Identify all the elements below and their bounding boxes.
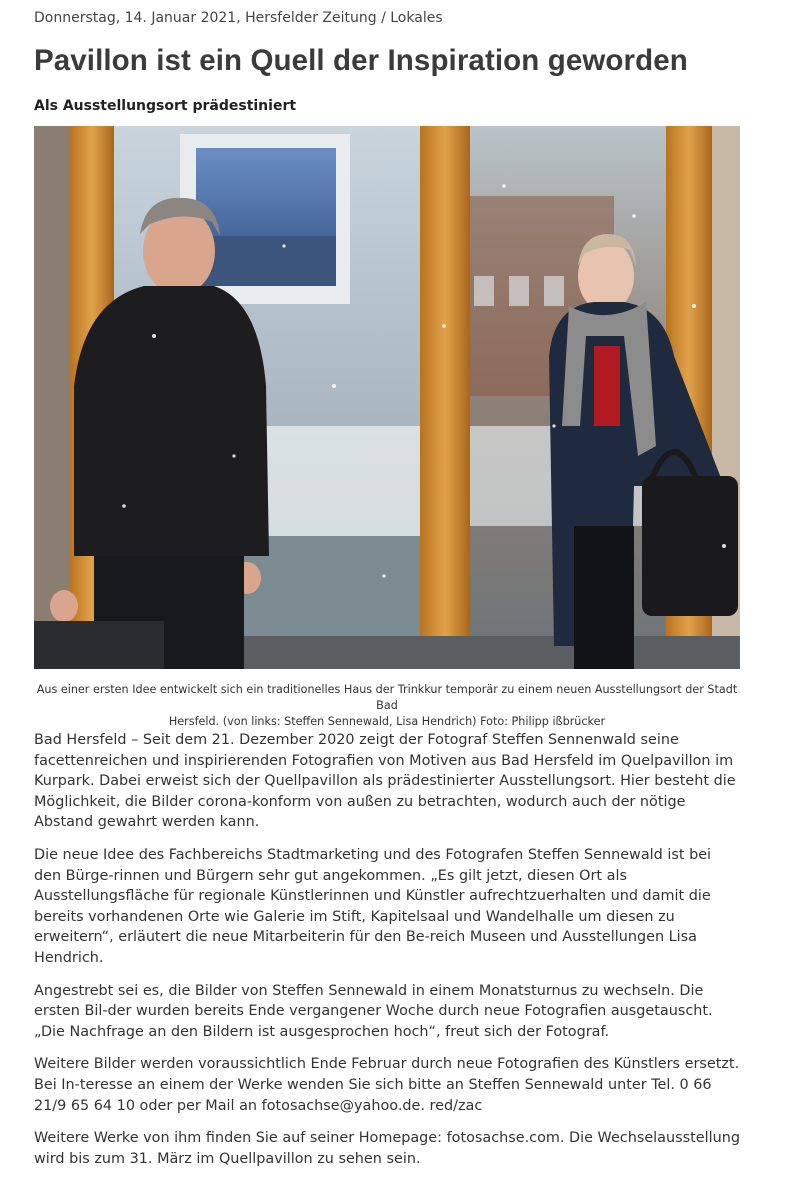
article-paragraph-3: Angestrebt sei es, die Bilder von Steffen Sennewald in einem Monatsturnus zu wechseln. Die ersten Bil-der wurden bereits Ende vergangener Woche durch neue Fotografien ausgetauscht. „Die Nachfrage an den Bildern ist ausgesprochen hoch“, freut sich der Fotograf. [34, 982, 713, 1040]
photo-caption [34, 682, 740, 730]
article-headline: Pavillon ist ein Quell der Inspiration geworden [34, 44, 688, 77]
article-meta: Donnerstag, 14. Januar 2021, Hersfelder Zeitung / Lokales [34, 10, 443, 26]
photo-caption-line-2: Hersfeld. (von links: Steffen Sennewald, Lisa Hendrich) Foto: Philipp ißbrücker [168, 715, 606, 728]
article-paragraph-1: Bad Hersfeld – Seit dem 21. Dezember 2020 zeigt der Fotograf Steffen Sennenwald seine facettenreichen und inspirierenden Fotografien von Motiven aus Bad Hersfeld im Quelpavillon im Kurpark. Dabei erweist sich der Quellpavillon als prädestinierter Ausstellungsort. Hier besteht die Möglichkeit, die Bilder corona-konform von außen zu betrachten, wodurch auch der nötige Abstand gewahrt werden kann. [34, 732, 736, 831]
article-paragraph-2: Die neue Idee des Fachbereichs Stadtmarketing und des Fotografen Steffen Sennewald ist bei den Bürge-rinnen und Bürgern sehr gut angekommen. „Es gilt jetzt, diesen Ort als Ausstellungsfläche für regionale Künstlerinnen und Künstler aufrechtzuerhalten und damit die bereits vorhandenen Orte wie Galerie im Stift, Kapitelsaal und Wandelhalle um diesen zu erweitern“, erläutert die neue Mitarbeiterin für den Be-reich Museen und Ausstellungen Lisa Hendrich. [34, 846, 712, 966]
article-body [34, 730, 740, 1181]
article-subheadline: Als Ausstellungsort prädestiniert [34, 98, 297, 114]
article-photo [34, 126, 740, 669]
article-paragraph-4: Weitere Bilder werden voraussichtlich Ende Februar durch neue Fotografien des Künstlers ersetzt. Bei In-teresse an einem der Werke wenden Sie sich bitte an Steffen Sennewald unter Tel. 0 66 21/9 65 64 10 oder per Mail an fotosachse@yahoo.de. red/zac [34, 1056, 740, 1114]
photo-caption-line-1: Aus einer ersten Idee entwickelt sich ein traditionelles Haus der Trinkkur temporär zu einem neuen Ausstellungsort der Stadt Bad [36, 683, 738, 712]
article-paragraph-5: Weitere Werke von ihm finden Sie auf seiner Homepage: fotosachse.com. Die Wechselausstellung wird bis zum 31. März im Quellpavillon zu sehen sein. [34, 1130, 740, 1167]
